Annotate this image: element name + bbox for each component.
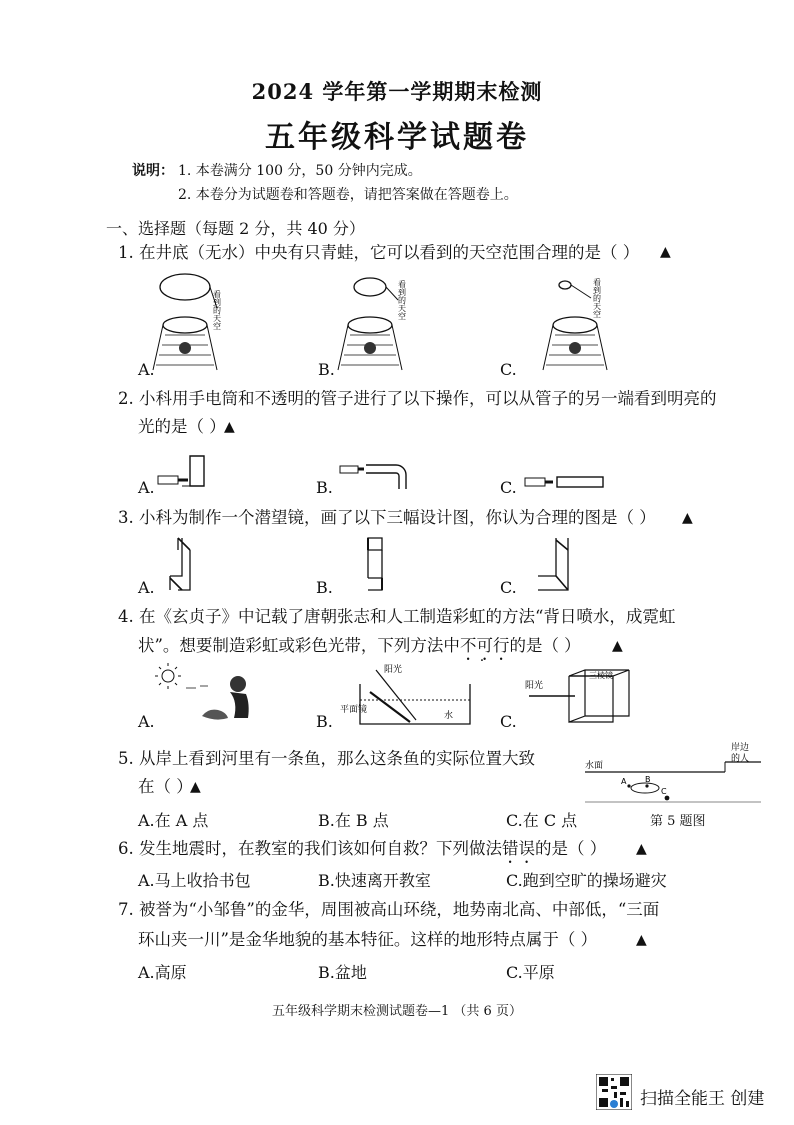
answer-mark-7: ▲ [636, 932, 647, 948]
q1-option-a: A. [138, 360, 155, 379]
exam-title: 2024 学年第一学期期末检测 [251, 79, 543, 104]
q4-option-c: C. [500, 712, 517, 731]
answer-mark-3: ▲ [682, 510, 693, 526]
q4-fig-c-sun-label: 阳光 [525, 681, 544, 691]
notes-label: 说明： [132, 163, 174, 179]
answer-mark-5: ▲ [190, 779, 201, 795]
q5-point-b: B [645, 775, 651, 784]
q1-fig-label-a: 看到的天空 [212, 290, 222, 330]
q4-fig-a [155, 663, 249, 720]
q1-option-b: B. [318, 360, 335, 379]
notes-line-2: 2. 本卷分为试题卷和答题卷，请把答案做在答题卷上。 [178, 187, 518, 203]
answer-mark-6: ▲ [636, 841, 647, 857]
q5-option-c: C.在 C 点 [506, 811, 578, 830]
q1-fig-label-c: 看到的天空 [592, 278, 602, 318]
q2-option-a: A. [138, 478, 155, 497]
q3-design-c [538, 538, 568, 590]
question-2-line-2: 光的是（ ） [138, 417, 226, 436]
question-6-post: 的是（ ） [535, 839, 607, 858]
q6-option-b: B.快速离开教室 [318, 871, 431, 890]
q7-option-b: B.盆地 [318, 963, 367, 982]
page-footer: 五年级科学期末检测试题卷—1 （共 6 页） [272, 1004, 522, 1019]
q3-design-a [170, 538, 190, 590]
question-5-line-2: 在（ ） [138, 777, 193, 796]
exam-subtitle: 五年级科学试题卷 [265, 120, 529, 155]
q3-option-c: C. [500, 578, 517, 597]
question-7-line-1: 7. 被誉为“小邹鲁”的金华，周围被高山环绕，地势南北高、中部低，“三面 [118, 900, 660, 919]
notes-line-1: 1. 本卷满分 100 分，50 分钟内完成。 [178, 163, 422, 179]
question-6-emphasis: 错误 [502, 839, 535, 858]
q4-fig-b-mirror-label: 平面镜 [340, 705, 368, 715]
q5-fig-person-label: 岸边的人 [731, 743, 750, 764]
q1-well-a [153, 274, 222, 370]
q4-fig-c [525, 670, 629, 722]
section-title: 一、选择题（每题 2 分，共 40 分） [106, 219, 365, 238]
q2-option-b: B. [316, 478, 333, 497]
q5-option-b: B.在 B 点 [318, 811, 389, 830]
q5-option-a: A.在 A 点 [138, 811, 209, 830]
q1-figure [135, 270, 695, 380]
question-4-line-1: 4. 在《玄贞子》中记载了唐朝张志和人工制造彩虹的方法“背日喷水，成霓虹 [118, 607, 676, 626]
qr-code-icon [596, 1074, 632, 1110]
q3-figure [150, 536, 610, 592]
q7-option-c: C.平原 [506, 963, 555, 982]
q1-well-c [543, 277, 607, 370]
q2-option-c: C. [500, 478, 517, 497]
answer-mark-2: ▲ [224, 419, 235, 435]
scanner-watermark: 扫描全能王 创建 [640, 1089, 765, 1109]
q4-option-a: A. [138, 712, 155, 731]
q4-figure [150, 662, 630, 728]
q7-option-a: A.高原 [138, 963, 187, 982]
q1-fig-label-b: 看到的天空 [397, 280, 407, 320]
q3-option-a: A. [138, 578, 155, 597]
q4-fig-b [340, 663, 470, 724]
q2-tube-c [525, 477, 603, 487]
question-7-line-2: 环山夹一川”是金华地貌的基本特征。这样的地形特点属于（ ） [138, 930, 598, 949]
q5-fig-surface-label: 水面 [585, 761, 604, 771]
q1-option-c: C. [500, 360, 517, 379]
q2-figure [150, 446, 620, 496]
answer-mark-4: ▲ [612, 638, 623, 654]
question-1-text: 1. 在井底（无水）中央有只青蛙，它可以看到的天空范围合理的是（ ） [118, 243, 640, 262]
question-6-pre: 6. 发生地震时，在教室的我们该如何自救？下列做法 [118, 839, 502, 858]
q6-option-c: C.跑到空旷的操场避灾 [506, 871, 667, 890]
question-4-line-2-post: 的是（ ） [509, 636, 581, 655]
question-4-line-2-pre: 状”。想要制造彩虹或彩色光带，下列方法中 [138, 636, 460, 655]
question-4-emphasis: 不可行 [459, 636, 510, 655]
q2-tube-b [340, 465, 406, 489]
q3-design-b [368, 538, 382, 590]
question-3: 3. 小科为制作一个潜望镜，画了以下三幅设计图，你认为合理的图是（ ） [118, 508, 656, 527]
q2-tube-a [158, 456, 204, 486]
question-5-line-1: 5. 从岸上看到河里有一条鱼，那么这条鱼的实际位置大致 [118, 749, 535, 768]
q5-point-a: A [621, 777, 627, 786]
question-1 [118, 240, 718, 266]
question-6 [118, 836, 758, 867]
q4-fig-c-prism-label: 三棱镜 [589, 671, 613, 680]
q3-option-b: B. [316, 578, 333, 597]
q4-fig-b-sun-label: 阳光 [384, 665, 403, 675]
answer-mark-1: ▲ [660, 244, 671, 260]
q6-option-a: A.马上收拾书包 [138, 871, 251, 890]
q5-figure [585, 738, 765, 808]
q4-option-b: B. [316, 712, 333, 731]
q4-fig-b-water-label: 水 [444, 711, 454, 721]
q1-well-b [338, 278, 407, 370]
question-4-line-2 [138, 633, 778, 664]
question-2-line-1: 2. 小科用手电筒和不透明的管子进行了以下操作，可以从管子的另一端看到明亮的 [118, 389, 717, 408]
q5-point-c: C [661, 787, 667, 796]
q5-fig-caption: 第 5 题图 [650, 814, 706, 829]
